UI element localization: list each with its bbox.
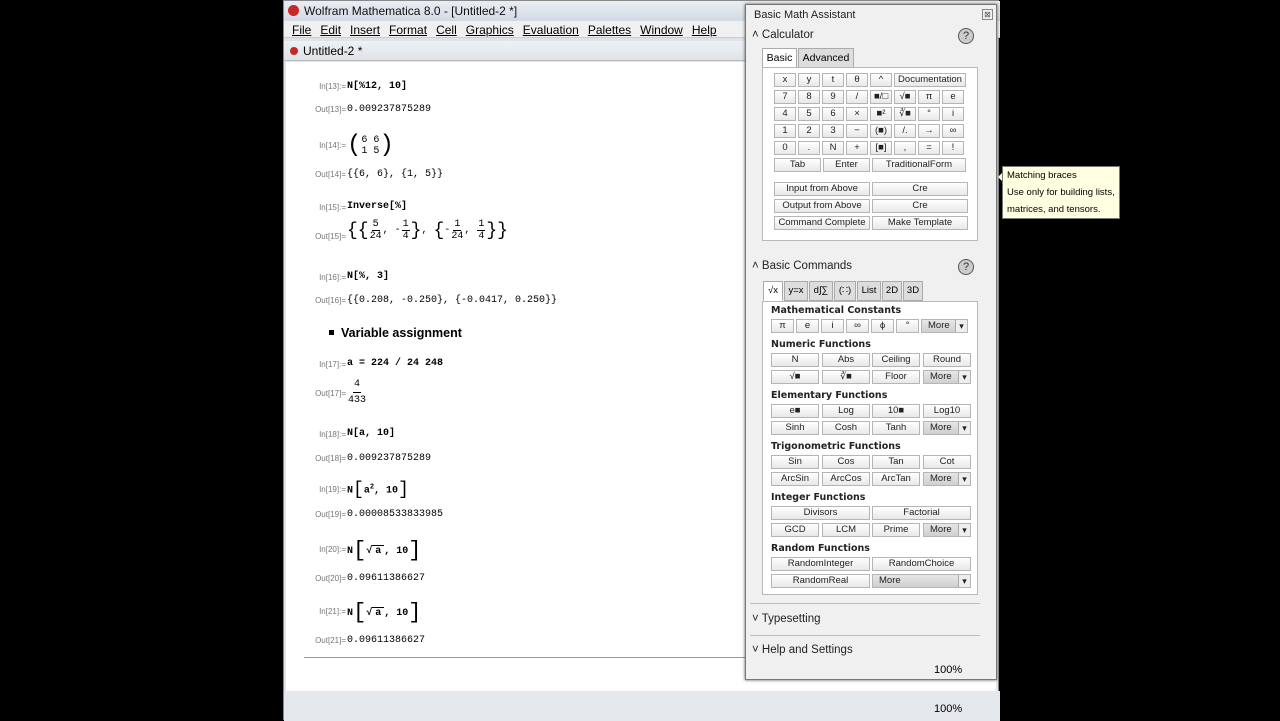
numerator: 4	[353, 377, 361, 393]
out-label: Out[17]=	[315, 389, 346, 398]
section-heading[interactable]: Variable assignment	[341, 326, 462, 340]
input-cell[interactable]: N[√ a , 10]	[347, 600, 422, 625]
calc-key-symbol-button[interactable]: ∞	[942, 124, 964, 138]
more-dropdown[interactable]: More ▾	[921, 319, 968, 333]
more-dropdown[interactable]: More ▾	[872, 574, 971, 588]
randomchoice-button[interactable]: RandomChoice	[872, 557, 971, 571]
tab-x[interactable]: √x	[763, 281, 783, 301]
radicand: a	[372, 545, 384, 557]
typesetting-section-header[interactable]: ˅ Typesetting	[752, 613, 821, 625]
group-heading: Integer Functions	[771, 492, 866, 503]
calc-key-symbol-button[interactable]: ×	[846, 107, 868, 121]
cell-insertion-line[interactable]	[304, 657, 749, 658]
menu-palettes[interactable]: Palettes	[587, 23, 632, 37]
calc-key-9-button[interactable]: 9	[822, 90, 844, 104]
out-label: Out[16]=	[315, 296, 346, 305]
randominteger-button[interactable]: RandomInteger	[771, 557, 870, 571]
calc-key-symbol-button[interactable]: (■)	[870, 124, 892, 138]
group-heading: Mathematical Constants	[771, 305, 902, 316]
in-label: In[17]:=	[319, 360, 346, 369]
input-cell[interactable]: N[%, 3]	[347, 271, 390, 282]
symbol-button[interactable]: °	[896, 319, 919, 333]
output-from-above-button[interactable]: Output from Above	[774, 199, 870, 213]
arcsin-button[interactable]: ArcSin	[771, 472, 819, 486]
document-title: Untitled-2 *	[303, 44, 363, 58]
tooltip-title: Matching braces	[1007, 170, 1077, 181]
tan-button[interactable]: Tan	[872, 455, 920, 469]
menu-cell[interactable]: Cell	[436, 23, 457, 37]
randomreal-button[interactable]: RandomReal	[771, 574, 870, 588]
numerator: 1	[402, 219, 409, 230]
section-title: Basic Commands	[761, 260, 853, 272]
numerator: 1	[478, 219, 485, 230]
input-cell[interactable]: N[a, 10]	[347, 428, 396, 439]
calc-key-symbol-button[interactable]: .	[798, 141, 820, 155]
input-cell[interactable]: a = 224 / 24 248	[347, 358, 444, 369]
calc-key-symbol-button[interactable]: /	[846, 90, 868, 104]
argument: , 10	[374, 485, 399, 497]
calc-key-symbol-button[interactable]: [■]	[870, 141, 892, 155]
calc-key-7-button[interactable]: 7	[774, 90, 796, 104]
input-cell[interactable]: ( 6 6 1 5 )	[347, 132, 394, 159]
base: a	[363, 485, 370, 497]
tab-d[interactable]: d∫∑	[809, 281, 833, 301]
group-heading: Trigonometric Functions	[771, 441, 901, 452]
documentation-button[interactable]: Documentation	[894, 73, 966, 87]
10-button[interactable]: 10■	[872, 404, 920, 418]
menu-evaluation[interactable]: Evaluation	[522, 23, 579, 37]
calc-key-i-button[interactable]: i	[942, 107, 964, 121]
floor-button[interactable]: Floor	[872, 370, 920, 384]
document-tab[interactable]	[284, 41, 746, 61]
in-label: In[21]:=	[319, 607, 346, 616]
calc-key-symbol-button[interactable]: =	[918, 141, 940, 155]
palette-zoom-level[interactable]: 100%	[934, 664, 963, 676]
out-label: Out[20]=	[315, 574, 346, 583]
tooltip-text: Use only for building lists,	[1007, 187, 1115, 198]
help-icon[interactable]: ?	[958, 259, 974, 275]
input-cell[interactable]: N[%12, 10]	[347, 81, 408, 92]
calc-key-n-button[interactable]: N	[822, 141, 844, 155]
denominator: 4	[402, 231, 409, 242]
more-dropdown[interactable]: More ▾	[923, 472, 971, 486]
e-button[interactable]: e■	[771, 404, 819, 418]
cot-button[interactable]: Cot	[923, 455, 971, 469]
denominator: 24	[369, 231, 382, 242]
log10-button[interactable]: Log10	[923, 404, 971, 418]
help-icon[interactable]: ?	[958, 28, 974, 44]
calc-key-x-button[interactable]: x	[774, 73, 796, 87]
output-cell	[347, 377, 367, 408]
denominator: 433	[348, 395, 367, 406]
numerator: 5	[372, 219, 379, 230]
calc-key-y-button[interactable]: y	[798, 73, 820, 87]
tab-2d[interactable]: 2D	[882, 281, 902, 301]
calc-key-symbol-button[interactable]: !	[942, 141, 964, 155]
gcd-button[interactable]: GCD	[771, 523, 819, 537]
section-title: Help and Settings	[761, 644, 853, 656]
symbol-button[interactable]: √■	[771, 370, 819, 384]
menu-window[interactable]: Window	[640, 23, 683, 37]
enter-button[interactable]: Enter	[823, 158, 870, 172]
traditionalform-button[interactable]: TraditionalForm	[872, 158, 966, 172]
tooltip-text: matrices, and tensors.	[1007, 204, 1101, 215]
group-heading: Random Functions	[771, 543, 870, 554]
notebook-icon	[290, 47, 298, 55]
round-button[interactable]: Round	[923, 353, 971, 367]
close-icon[interactable]: ⊠	[982, 9, 993, 20]
tooltip	[1002, 166, 1120, 219]
denominator: 4	[478, 231, 485, 242]
prime-button[interactable]: Prime	[872, 523, 920, 537]
group-heading: Numeric Functions	[771, 339, 871, 350]
calc-key-symbol-button[interactable]: °	[918, 107, 940, 121]
calc-key-symbol-button[interactable]: ^	[870, 73, 892, 87]
tab-advanced[interactable]: Advanced	[798, 48, 854, 68]
n-button[interactable]: N	[771, 353, 819, 367]
calc-key-1-button[interactable]: 1	[774, 124, 796, 138]
menu-format[interactable]: Format	[389, 23, 428, 37]
input-cell[interactable]: $N[a^2$, 10]	[347, 480, 409, 500]
cosh-button[interactable]: Cosh	[822, 421, 870, 435]
menu-graphics[interactable]: Graphics	[465, 23, 514, 37]
output-cell: 0.09611386627	[347, 635, 426, 646]
output-cell: 0.009237875289	[347, 453, 432, 464]
numerator: 1	[454, 219, 461, 230]
out-label: Out[21]=	[315, 636, 346, 645]
section-title: Calculator	[761, 29, 814, 41]
in-label: In[20]:=	[319, 545, 346, 554]
sinh-button[interactable]: Sinh	[771, 421, 819, 435]
matrix-entry: 6	[373, 134, 380, 146]
out-label: Out[13]=	[315, 105, 346, 114]
matrix-entry: 5	[373, 145, 380, 157]
calc-key-0-button[interactable]: 0	[774, 141, 796, 155]
function-name: N	[347, 485, 354, 497]
exponent: 2	[369, 483, 375, 492]
command-complete-button[interactable]: Command Complete	[774, 216, 870, 230]
output-cell: 0.00008533833985	[347, 509, 444, 520]
in-label: In[15]:=	[319, 203, 346, 212]
calc-key-symbol-button[interactable]: π	[918, 90, 940, 104]
matrix-entry: 6	[361, 134, 368, 146]
tab-button[interactable]: Tab	[774, 158, 821, 172]
in-label: In[18]:=	[319, 430, 346, 439]
sin-button[interactable]: Sin	[771, 455, 819, 469]
output-cell: 0.009237875289	[347, 104, 432, 115]
calculator-section-header[interactable]: ˄ Calculator	[752, 29, 814, 41]
calc-key-symbol-button[interactable]: ■²	[870, 107, 892, 121]
help-settings-section-header[interactable]: ˅ Help and Settings	[752, 644, 853, 656]
calc-key-symbol-button[interactable]: /.	[894, 124, 916, 138]
section-title: Typesetting	[761, 613, 821, 625]
calc-key-symbol-button[interactable]: ■/□	[870, 90, 892, 104]
calc-key-symbol-button[interactable]: −	[846, 124, 868, 138]
input-cell[interactable]: N[√ a , 10]	[347, 538, 422, 563]
log-button[interactable]: Log	[822, 404, 870, 418]
palette-title: Basic Math Assistant	[754, 9, 856, 21]
calc-key-8-button[interactable]: 8	[798, 90, 820, 104]
basic-math-assistant-palette	[745, 4, 997, 680]
zoom-level[interactable]: 100%	[934, 703, 963, 715]
cre-button[interactable]: Cre	[872, 182, 968, 196]
in-label: In[14]:=	[319, 141, 346, 150]
calc-key-symbol-button[interactable]: θ	[846, 73, 868, 87]
more-dropdown[interactable]: More ▾	[923, 370, 971, 384]
i-button[interactable]: i	[821, 319, 844, 333]
section-bullet-icon	[329, 330, 334, 335]
more-dropdown[interactable]: More ▾	[923, 523, 971, 537]
calc-key-symbol-button[interactable]: ∛■	[894, 107, 916, 121]
calc-key-5-button[interactable]: 5	[798, 107, 820, 121]
calc-key-e-button[interactable]: e	[942, 90, 964, 104]
divider	[750, 635, 980, 636]
factorial-button[interactable]: Factorial	[872, 506, 971, 520]
output-cell: 0.09611386627	[347, 573, 426, 584]
calc-key-6-button[interactable]: 6	[822, 107, 844, 121]
function-name: N	[347, 608, 354, 620]
arccos-button[interactable]: ArcCos	[822, 472, 870, 486]
argument: , 10	[384, 546, 409, 558]
output-cell: {{6, 6}, {1, 5}}	[347, 169, 444, 180]
lcm-button[interactable]: LCM	[822, 523, 870, 537]
basic-commands-section-header[interactable]: ˄ Basic Commands	[752, 260, 853, 272]
abs-button[interactable]: Abs	[822, 353, 870, 367]
symbol-button[interactable]: ∛■	[822, 370, 870, 384]
calc-key-3-button[interactable]: 3	[822, 124, 844, 138]
out-label: Out[18]=	[315, 454, 346, 463]
calc-key-t-button[interactable]: t	[822, 73, 844, 87]
menu-help[interactable]: Help	[691, 23, 717, 37]
calc-key-2-button[interactable]: 2	[798, 124, 820, 138]
calc-key-symbol-button[interactable]: √■	[894, 90, 916, 104]
cre-button[interactable]: Cre	[872, 199, 968, 213]
make-template-button[interactable]: Make Template	[872, 216, 968, 230]
e-button[interactable]: e	[796, 319, 819, 333]
symbol-button[interactable]: ϕ	[871, 319, 894, 333]
matrix-entry: 1	[361, 145, 368, 157]
menu-insert[interactable]: Insert	[350, 23, 381, 37]
denominator: 24	[451, 231, 464, 242]
in-label: In[16]:=	[319, 273, 346, 282]
output-cell: {{0.208, -0.250}, {-0.0417, 0.250}}	[347, 295, 558, 306]
input-from-above-button[interactable]: Input from Above	[774, 182, 870, 196]
in-label: In[13]:=	[319, 82, 346, 91]
tab-list[interactable]: List	[857, 281, 881, 301]
in-label: In[19]:=	[319, 485, 346, 494]
out-label: Out[15]=	[315, 232, 346, 241]
tab-y-x[interactable]: y=x	[784, 281, 808, 301]
divider	[750, 603, 980, 604]
input-cell[interactable]: Inverse[%]	[347, 201, 408, 212]
ceiling-button[interactable]: Ceiling	[872, 353, 920, 367]
window-title: Wolfram Mathematica 8.0 - [Untitled-2 *]	[304, 4, 518, 18]
tanh-button[interactable]: Tanh	[872, 421, 920, 435]
group-heading: Elementary Functions	[771, 390, 888, 401]
calc-key-4-button[interactable]: 4	[774, 107, 796, 121]
mathematica-logo-icon	[288, 5, 299, 16]
menu-file[interactable]: File	[292, 23, 312, 37]
divisors-button[interactable]: Divisors	[771, 506, 870, 520]
tab-basic[interactable]: Basic	[762, 48, 797, 68]
more-dropdown[interactable]: More ▾	[923, 421, 971, 435]
tab-symbol[interactable]: (∷)	[834, 281, 856, 301]
arctan-button[interactable]: ArcTan	[872, 472, 920, 486]
function-name: N	[347, 546, 354, 558]
calc-key-symbol-button[interactable]: ,	[894, 141, 916, 155]
argument: , 10	[384, 608, 409, 620]
symbol-button[interactable]: π	[771, 319, 794, 333]
symbol-button[interactable]: ∞	[846, 319, 869, 333]
output-cell: {{ $\frac{5}{24}$ , - $\frac{1}{4}$ } , { - $\frac{1}{24}$ , $\frac{1}{4}$ }}	[347, 219, 508, 242]
menu-edit[interactable]: Edit	[320, 23, 342, 37]
calc-key-symbol-button[interactable]: →	[918, 124, 940, 138]
out-label: Out[14]=	[315, 170, 346, 179]
radicand: a	[372, 607, 384, 619]
tab-3d[interactable]: 3D	[903, 281, 923, 301]
status-bar	[284, 691, 1000, 721]
calc-key-symbol-button[interactable]: +	[846, 141, 868, 155]
out-label: Out[19]=	[315, 510, 346, 519]
cos-button[interactable]: Cos	[822, 455, 870, 469]
